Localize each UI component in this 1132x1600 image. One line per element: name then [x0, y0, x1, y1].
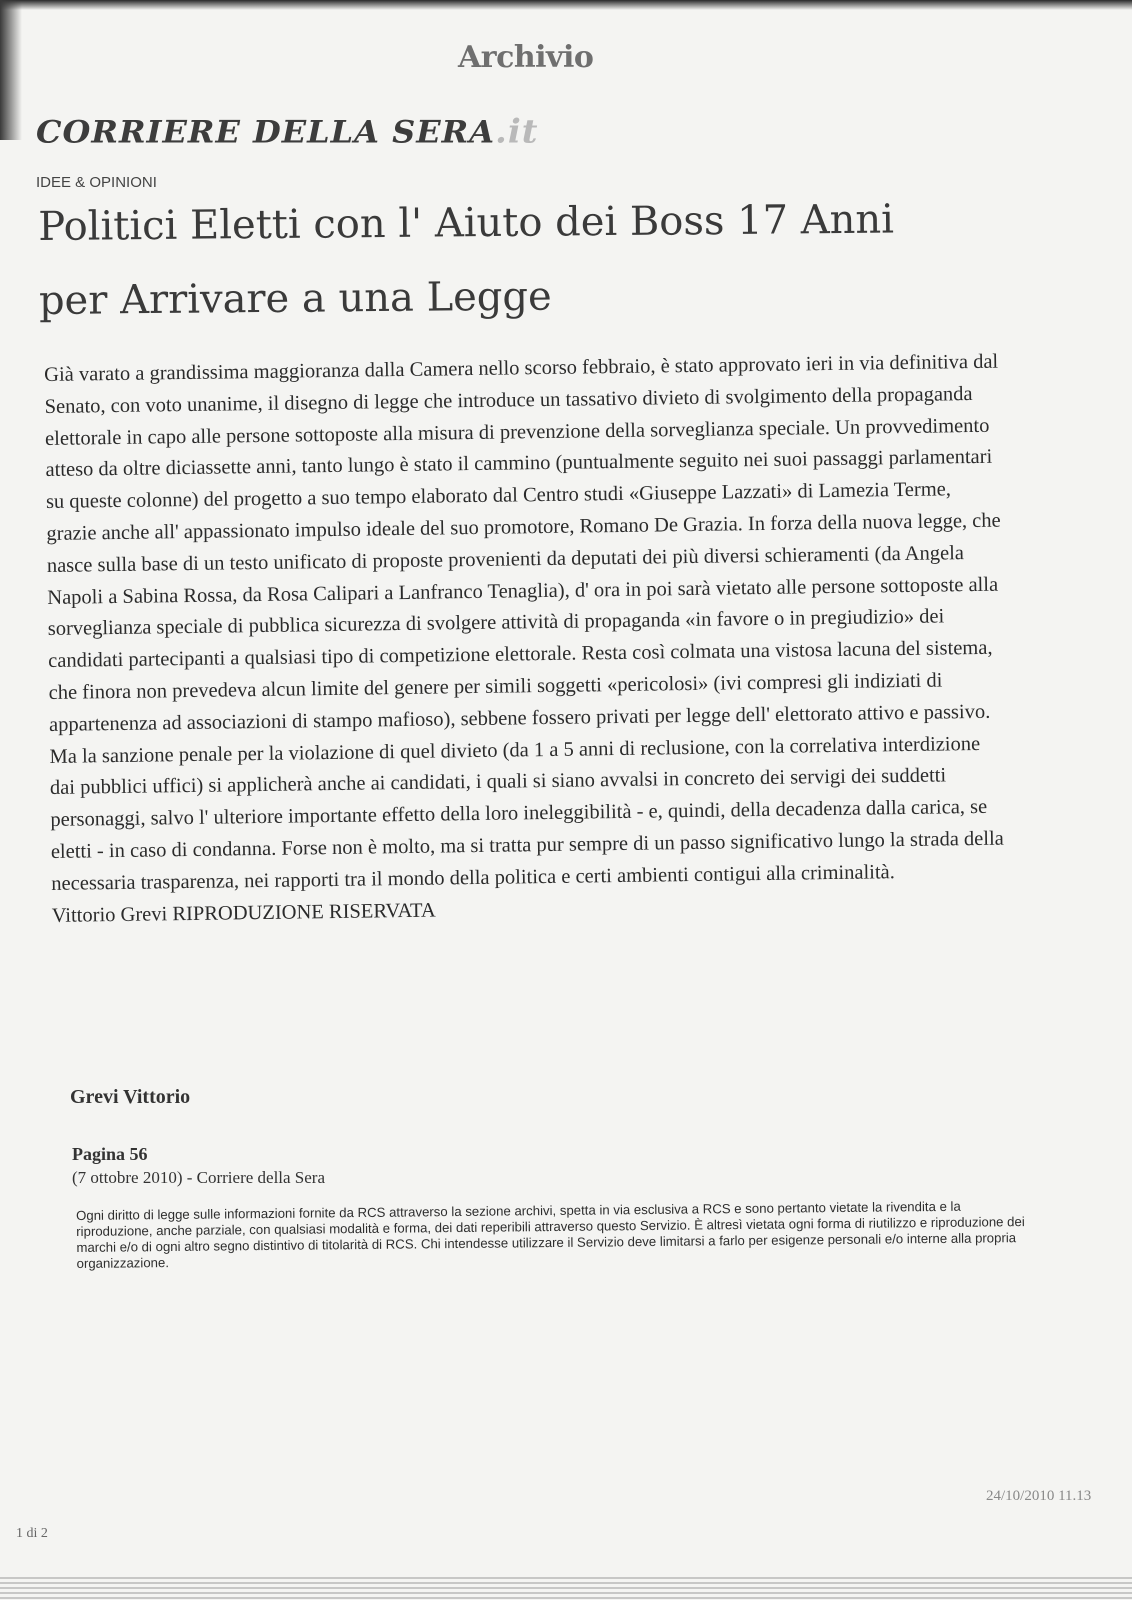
scan-edge-bottom — [0, 1574, 1132, 1600]
page-count: 1 di 2 — [16, 1526, 48, 1541]
article-body-text: Già varato a grandissima maggioranza dalla Camera nello scorso febbraio, è stato approvato ieri in via definitiva dal Senato, con voto unanime, il disegno di legge che introduce un tassativo divieto di svolgimento della propaganda elettorale in capo alle persone sottoposte alla misura di prevenzione della sorveglianza speciale. Un provvedimento atteso da oltre diciassette anni, tanto lungo è stato il cammino (puntualmente seguito nei suoi passaggi parlamentari su queste colonne) del progetto a suo tempo elaborato dal Centro studi «Giuseppe Lazzati» di Lamezia Terme, grazie anche all' appassionato impulso ideale del suo promotore, Romano De Grazia. In forza della nuova legge, che nasce sulla base di un testo unificato di proposte provenienti da deputati dei più diversi schieramenti (da Angela Napoli a Sabina Rossa, da Rosa Calipari a Lanfranco Tenaglia), d' ora in poi sarà vietato alle persone sottoposte alla sorveglianza speciale di pubblica sicurezza di svolgere attività di propaganda «in favore o in pregiudizio» dei candidati partecipanti a qualsiasi tipo di competizione elettorale. Resta così colmata una vistosa lacuna del sistema, che finora non prevedeva alcun limite del genere per simili soggetti «pericolosi» (ivi compresi gli indiziati di appartenenza ad associazioni di stampo mafioso), sebbene fossero privati per legge dell' elettorato attivo e passivo. Ma la sanzione penale per la violazione di quel divieto (da 1 a 5 anni di reclusione, con la correlativa interdizione dai pubblici uffici) si applicherà anche ai candidati, i quali si siano avvalsi in concreto dei servigi dei suddetti personaggi, salvo l' ulteriore importante effetto della loro ineleggibilità - e, quindi, della decadenza dalla carica, se eletti - in caso di condanna. Forse non è molto, ma si tratta pur sempre di un passo significativo lungo la strada della necessaria trasparenza, nei rapporti tra il mondo della politica e certi ambienti contigui alla criminalità. — [44, 350, 1004, 895]
article-author: Grevi Vittorio — [70, 1086, 191, 1108]
archive-label: Archivio — [458, 40, 594, 75]
article-title: Politici Eletti con l' Aiuto dei Boss 17 Anni per Arrivare a una Legge — [38, 196, 895, 324]
publication-date: (7 ottobre 2010) - Corriere della Sera — [72, 1168, 326, 1187]
newspaper-suffix: .it — [495, 113, 539, 151]
newspaper-name: CORRIERE DELLA SERA — [36, 113, 496, 151]
article-credit: Vittorio Grevi RIPRODUZIONE RISERVATA — [51, 899, 436, 927]
print-timestamp: 24/10/2010 11.13 — [986, 1488, 1092, 1504]
scan-shadow-left — [0, 0, 22, 140]
page-number: Pagina 56 — [72, 1144, 148, 1164]
newspaper-logo — [36, 113, 539, 151]
scan-shadow-top — [0, 0, 1132, 10]
legal-notice: Ogni diritto di legge sulle informazioni fornite da RCS attraverso la sezione archivi, spetta in via esclusiva a RCS e sono pertanto vietate la rivendita e la riproduzione, anche parziale, con qualsiasi modalità e forma, dei dati reperibili attraverso questo Servizio. È altresì vietata ogni forma di riutilizzo e riproduzione dei marchi e/o di ogni altro segno distintivo di titolarità di RCS. Chi intendesse utilizzare il Servizio deve limitarsi a farlo per esigenze personali e/o interne alla propria organizzazione. — [76, 1198, 1025, 1271]
section-label: IDEE & OPINIONI — [36, 174, 157, 191]
article-body — [44, 347, 1007, 933]
